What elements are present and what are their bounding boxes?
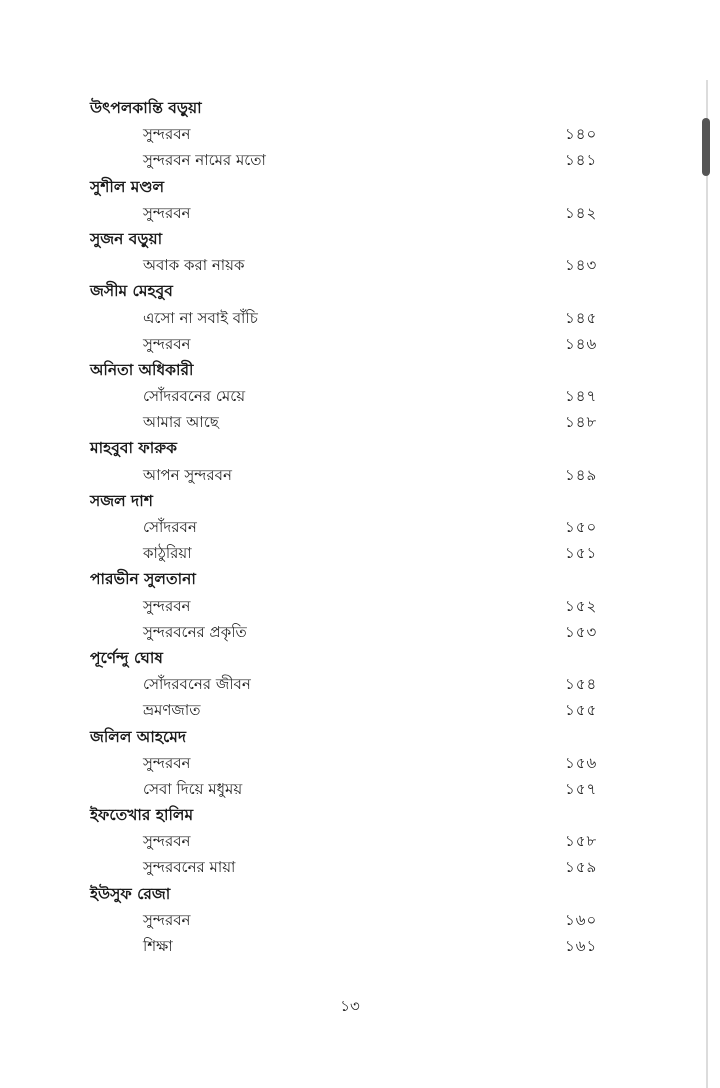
entry-page-number: ১৫০ xyxy=(565,518,598,536)
entry-title: সুন্দরবন xyxy=(143,125,191,144)
author-heading: উৎপলকান্তি বড়ুয়া xyxy=(90,99,202,117)
entry-page-number: ১৪১ xyxy=(565,151,598,170)
entry-title: সোঁদরবনের মেয়ে xyxy=(143,387,246,406)
entry-title: সেবা দিয়ে মধুময় xyxy=(143,779,243,798)
toc-entry xyxy=(90,933,610,959)
entry-title: সুন্দরবন xyxy=(143,334,191,353)
toc-entry xyxy=(90,776,610,802)
entry-page-number: ১৪৫ xyxy=(565,308,598,327)
entry-title: আমার আছে xyxy=(143,413,219,432)
entry-title: ভ্রমণজাত xyxy=(143,701,201,720)
entry-title: কাঠুরিয়া xyxy=(143,544,192,563)
toc-entry xyxy=(90,593,610,619)
author-heading: মাহবুবা ফারুক xyxy=(90,439,177,458)
entry-page-number: ১৫৪ xyxy=(565,675,598,694)
entry-page-number: ১৫৯ xyxy=(565,858,598,877)
toc-entry xyxy=(90,409,610,435)
toc-entry xyxy=(90,200,610,226)
scrollbar[interactable] xyxy=(700,80,720,1088)
toc-entry xyxy=(90,828,610,854)
page-number: ১৩ xyxy=(340,997,360,1015)
entry-page-number: ১৪৭ xyxy=(565,387,598,406)
entry-title: শিক্ষা xyxy=(143,937,173,955)
toc-entry xyxy=(90,147,610,173)
entry-title: সুন্দরবন xyxy=(143,596,191,615)
entry-title: সুন্দরবন xyxy=(143,832,191,851)
entry-page-number: ১৪২ xyxy=(565,203,598,222)
entry-title: সুন্দরবন xyxy=(143,910,191,929)
entry-title: সোঁদরবনের জীবন xyxy=(143,675,251,694)
toc-entry xyxy=(90,619,610,645)
toc-entry xyxy=(90,462,610,488)
author-heading: অনিতা অধিকারী xyxy=(90,360,194,379)
entry-title: সুন্দরবনের প্রকৃতি xyxy=(143,622,247,641)
entry-page-number: ১৫৩ xyxy=(565,622,598,641)
entry-page-number: ১৬০ xyxy=(565,910,598,929)
entry-page-number: ১৫১ xyxy=(565,544,598,563)
author-heading: জলিল আহমেদ xyxy=(90,727,186,746)
entry-title: অবাক করা নায়ক xyxy=(143,256,245,275)
toc-entry xyxy=(90,671,610,697)
author-heading: সজল দাশ xyxy=(90,491,153,510)
author-heading: পারভীন সুলতানা xyxy=(90,570,196,589)
toc-entry xyxy=(90,540,610,566)
entry-title: আপন সুন্দরবন xyxy=(143,465,232,484)
toc-entry xyxy=(90,305,610,331)
toc-entry xyxy=(90,331,610,357)
author-heading: সুশীল মণ্ডল xyxy=(90,177,165,196)
entry-page-number: ১৪৬ xyxy=(565,334,598,353)
entry-title: এসো না সবাই বাঁচি xyxy=(143,308,258,327)
author-heading: ইফতেখার হালিম xyxy=(90,806,194,825)
entry-page-number: ১৫২ xyxy=(565,596,598,615)
entry-page-number: ১৫৬ xyxy=(565,753,598,772)
entry-title: সুন্দরবন xyxy=(143,753,191,772)
entry-page-number: ১৫৭ xyxy=(565,779,598,798)
entry-page-number: ১৪৩ xyxy=(565,256,598,275)
toc-entry xyxy=(90,121,610,147)
entry-page-number: ১৪৯ xyxy=(565,465,598,484)
entry-page-number: ১৬১ xyxy=(565,937,598,955)
entry-title: সোঁদরবন xyxy=(143,518,197,536)
entry-page-number: ১৫৫ xyxy=(565,701,598,720)
toc-entry xyxy=(90,750,610,776)
author-heading: পূর্ণেন্দু ঘোষ xyxy=(90,648,163,667)
toc-entry xyxy=(90,697,610,723)
entry-title: সুন্দরবনের মায়া xyxy=(143,858,236,877)
author-heading: সুজন বড়ুয়া xyxy=(90,229,163,248)
toc-entry xyxy=(90,907,610,933)
entry-page-number: ১৪৮ xyxy=(565,413,598,432)
author-heading: জসীম মেহবুব xyxy=(90,282,173,301)
scrollbar-rail xyxy=(706,80,708,1088)
entry-page-number: ১৫৮ xyxy=(565,832,598,851)
entry-title: সুন্দরবন xyxy=(143,203,191,222)
scrollbar-thumb[interactable] xyxy=(702,118,710,176)
entry-title: সুন্দরবন নামের মতো xyxy=(143,151,266,170)
author-heading: ইউসুফ রেজা xyxy=(90,884,171,903)
toc-entry xyxy=(90,252,610,278)
toc-entry xyxy=(90,383,610,409)
toc-entry xyxy=(90,514,610,540)
table-of-contents xyxy=(90,95,610,959)
toc-entry xyxy=(90,854,610,880)
entry-page-number: ১৪০ xyxy=(565,125,598,144)
